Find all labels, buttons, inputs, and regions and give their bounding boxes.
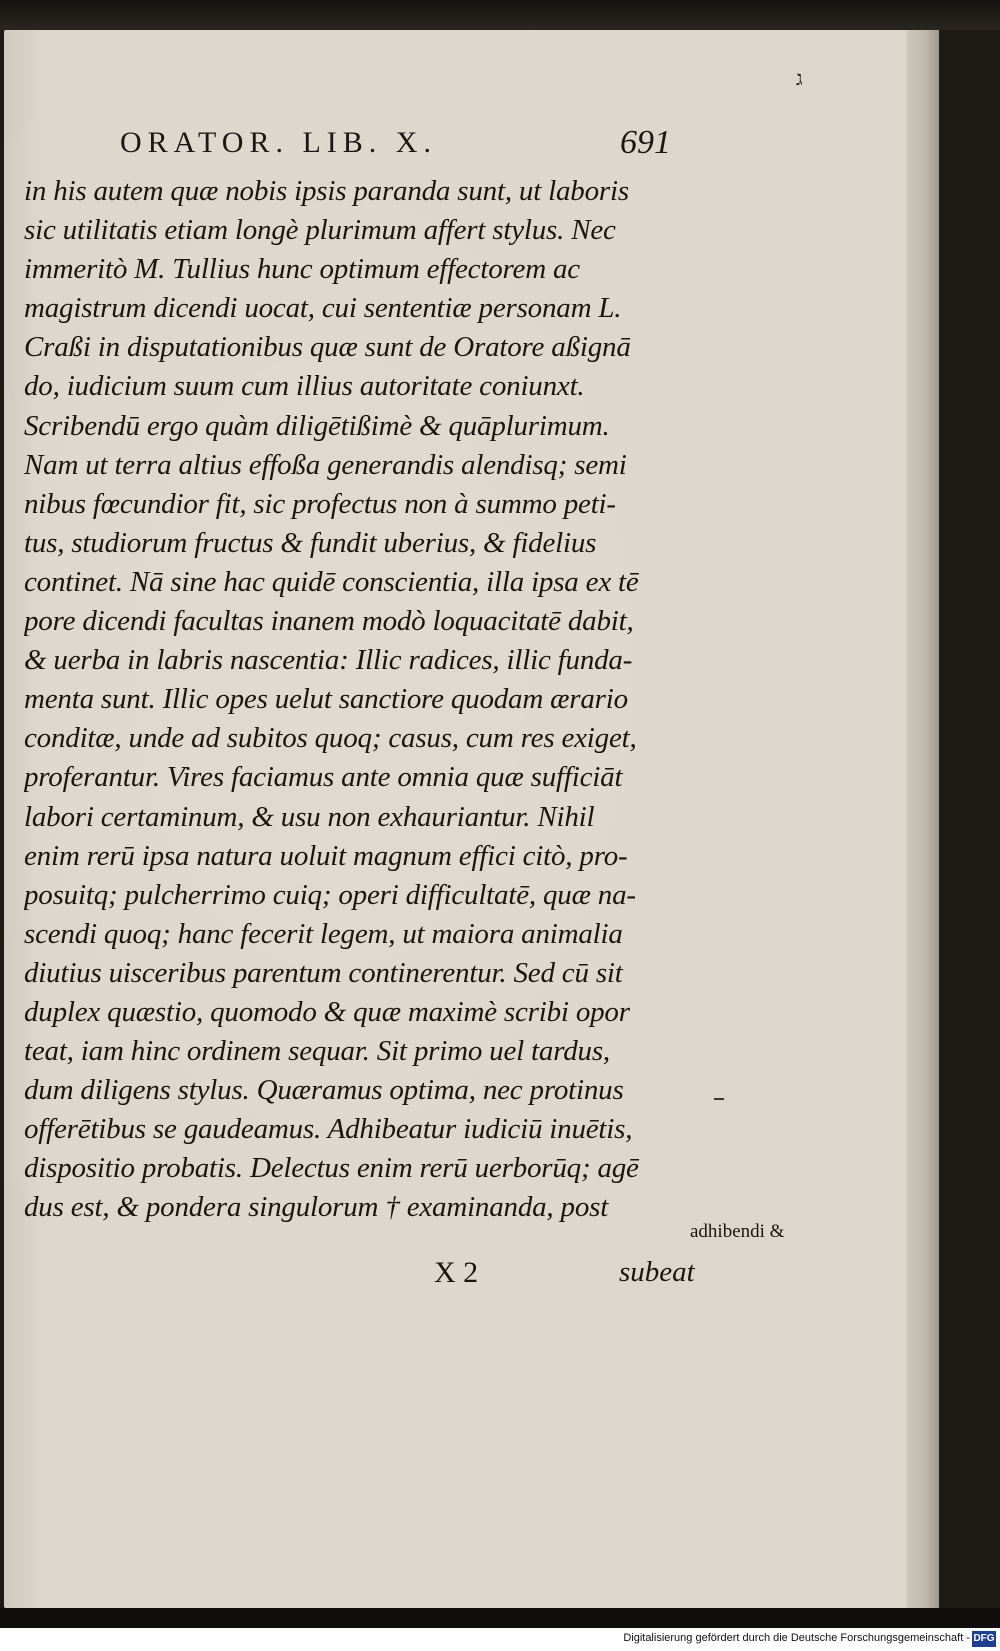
text-line: labori certaminum, & usu non exhauriantur. Nihil: [24, 800, 595, 833]
page-number: 691: [620, 124, 671, 161]
page-edge-shadow: [907, 30, 939, 1608]
text-line: continet. Nā sine hac quidē conscientia, illa ipsa ex tē: [24, 565, 639, 598]
text-line: tus, studiorum fructus & fundit uberius, & fidelius: [24, 526, 597, 559]
running-head: ORATOR. LIB. X.: [120, 126, 437, 159]
text-line: offerētibus se gaudeamus. Adhibeatur iudiciū inuētis,: [24, 1113, 633, 1146]
text-line: dispositio probatis. Delectus enim rerū uerborūq; agē: [24, 1152, 639, 1185]
text-line: Nam ut terra altius effoßa generandis alendisq; semi: [24, 448, 627, 481]
corner-mark: ג: [796, 68, 803, 90]
text-line: diutius uisceribus parentum continerentur. Sed cū sit: [24, 956, 623, 989]
marginal-note: adhibendi &: [690, 1221, 785, 1242]
text-line: proferantur. Vires faciamus ante omnia quæ sufficiāt: [24, 761, 623, 794]
scan-background-top: [0, 0, 1000, 30]
text-line: dum diligens stylus. Quæramus optima, nec protinus: [24, 1074, 624, 1107]
body-text: [24, 172, 684, 1228]
text-line: immeritò M. Tullius hunc optimum effectorem ac: [24, 253, 580, 286]
text-line: menta sunt. Illic opes uelut sanctiore quodam ærario: [24, 683, 628, 716]
scan-background-bottom: [0, 1608, 1000, 1628]
text-line: in his autem quæ nobis ipsis paranda sunt, ut laboris: [24, 175, 629, 207]
text-line: posuitq; pulcherrimo cuiq; operi difficultatē, quæ na-: [24, 878, 636, 911]
margin-dash: [714, 1098, 724, 1100]
text-line: conditæ, unde ad subitos quoq; casus, cum res exiget,: [24, 722, 637, 755]
footer-bar: [0, 1628, 1000, 1651]
text-line: magistrum dicendi uocat, cui sententiæ personam L.: [24, 292, 622, 325]
text-line: do, iudicium suum cum illius autoritate coniunxt.: [24, 370, 585, 403]
text-line: duplex quæstio, quomodo & quæ maximè scribi opor: [24, 995, 630, 1028]
text-line: nibus fœcundior fit, sic profectus non à summo peti-: [24, 487, 616, 520]
catchline: [24, 1256, 695, 1296]
text-line: dus est, & pondera singulorum † examinanda, post: [24, 1191, 609, 1224]
text-line: sic utilitatis etiam longè plurimum affert stylus. Nec: [24, 214, 616, 247]
funding-note: Digitalisierung gefördert durch die Deutsche Forschungsgemeinschaft -: [623, 1632, 970, 1644]
catchword: subeat: [619, 1256, 695, 1288]
text-line: teat, iam hinc ordinem sequar. Sit primo uel tardus,: [24, 1035, 610, 1068]
text-line: pore dicendi facultas inanem modò loquacitatē dabit,: [24, 605, 634, 638]
text-line: enim rerū ipsa natura uoluit magnum effici citò, pro-: [24, 839, 628, 872]
text-line: Scribendū ergo quàm diligētißimè & quāplurimum.: [24, 409, 610, 442]
signature-mark: X 2: [434, 1256, 479, 1289]
text-line: & uerba in labris nascentia: Illic radices, illic funda-: [24, 644, 633, 677]
text-line: Craßi in disputationibus quæ sunt de Oratore aßignā: [24, 331, 631, 364]
page-header: [120, 126, 680, 166]
dfg-logo-icon: DFG: [972, 1631, 996, 1647]
text-line: scendi quoq; hanc fecerit legem, ut maiora animalia: [24, 917, 623, 950]
